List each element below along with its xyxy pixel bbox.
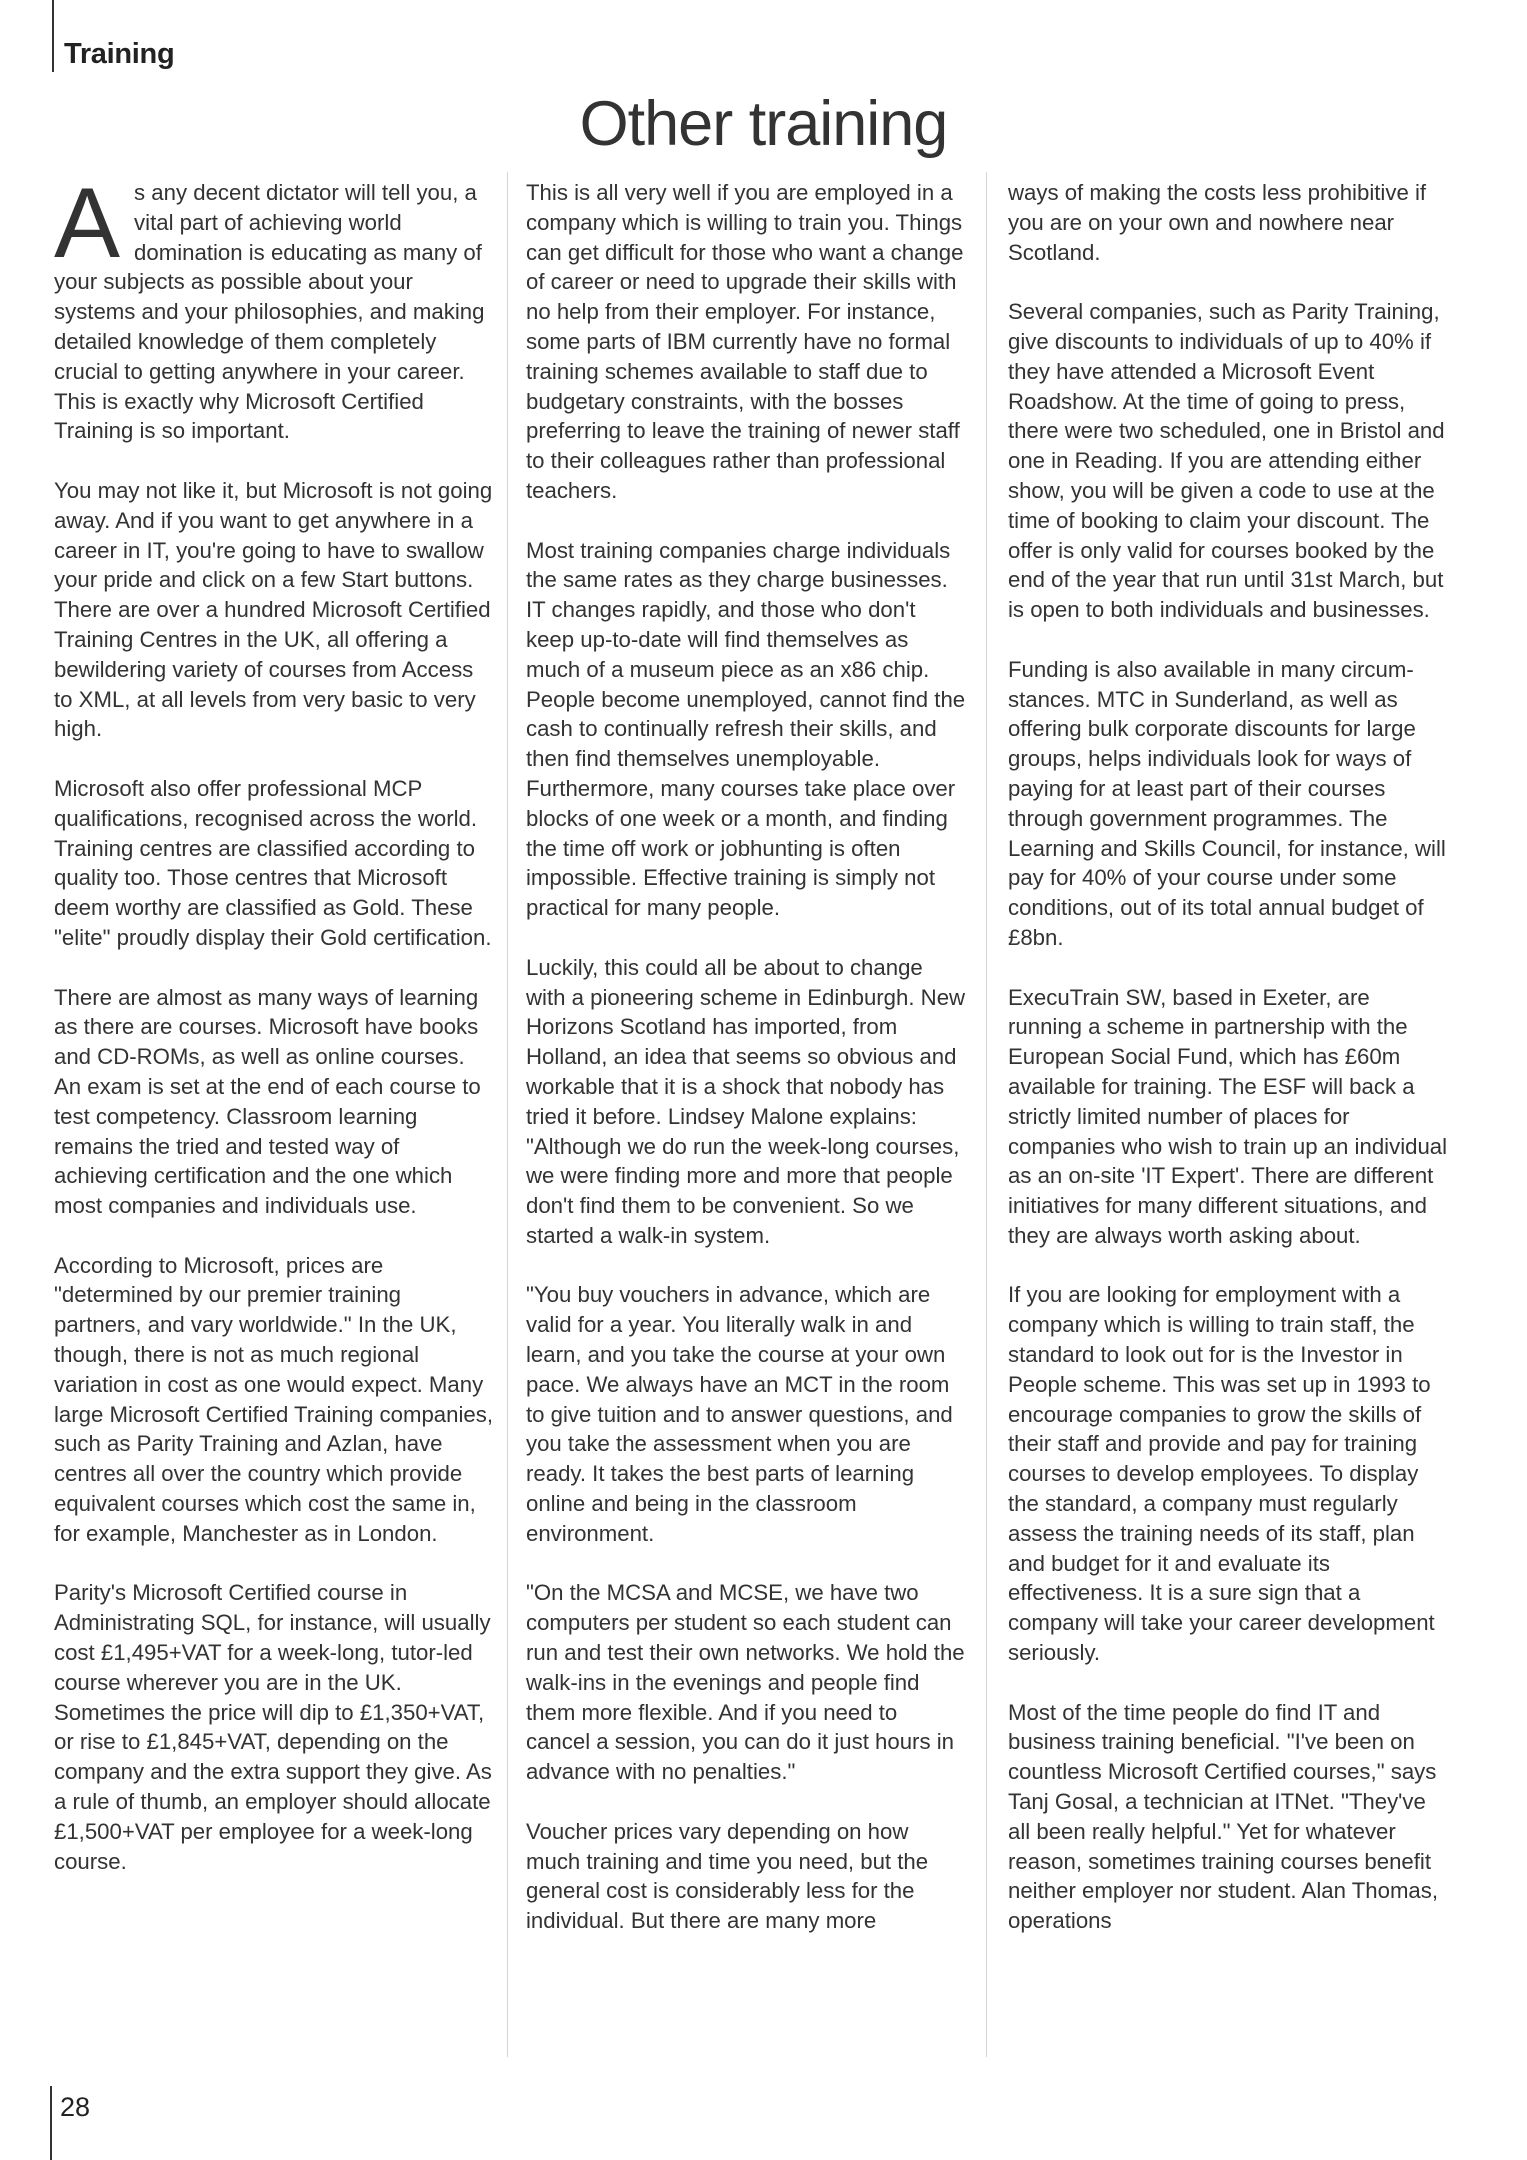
- paragraph: There are almost as many ways of learning as there are courses. Microsoft have books and CD-ROMs, as well as online courses. An exam is set at the end of each course to test competency. Classroom learning remains the tried and tested way of achieving certification and the one which most companies and individuals use.: [54, 984, 481, 1219]
- paragraph: Several companies, such as Parity Training, give discounts to individuals of up to 40% if they have attended a Microsoft Event Roadshow. At the time of going to press, there were two scheduled, one in Bristol and one in Reading. If you are attending either show, you will be given a code to use at the time of booking to claim your discount. The offer is only valid for courses booked by the end of the year that run until 31st March, but is open to both individuals and businesses.: [1008, 299, 1445, 623]
- paragraph: ways of making the costs less prohibitive if you are on your own and nowhere near Scotland.: [1008, 180, 1427, 265]
- article-title: Other training: [579, 89, 948, 159]
- paragraph: Luckily, this could all be about to change with a pioneering scheme in Edinburgh. New Horizons Scotland has imported, from Holland, an idea that seems so obvious and workable that it is a shock that nobody has tried it before. Lindsey Malone explains: "Although we do run the week-long courses, we were finding more and more that people don't find them to be convenient. So we started a walk-in system.: [526, 954, 966, 1248]
- article-column-1: [54, 167, 494, 1906]
- paragraph: "You buy vouchers in advance, which are valid for a year. You literally walk in and learn, and you take the course at your own pace. We always have an MCT in the room to give tuition and to answer questions, and you take the assessment when you are ready. It takes the best parts of learning online and being in the classroom environment.: [526, 1282, 953, 1546]
- drop-cap: A: [54, 167, 121, 278]
- paragraph: ExecuTrain SW, based in Exeter, are running a scheme in partnership with the European Social Fund, which has £60m available for training. The ESF will back a strictly limited number of places for companies who wish to train up an individual as an on-site 'IT Expert'. There are different initiatives for many different situations, and they are always worth asking about.: [1008, 984, 1448, 1248]
- article-column-3: [1008, 178, 1448, 1966]
- section-label: Training: [64, 38, 175, 70]
- column-divider: [986, 172, 987, 2057]
- section-rule: [52, 0, 54, 72]
- page-number: 28: [60, 2092, 91, 2122]
- article-column-2: [526, 178, 966, 1966]
- column-divider: [507, 172, 508, 2057]
- paragraph: If you are looking for employment with a company which is willing to train staff, the standard to look out for is the Investor in People scheme. This was set up in 1993 to encourage companies to grow the skills of their staff and provide and pay for training courses to develop employees. To display the standard, a company must regularly assess the training needs of its staff, plan and budget for it and evaluate its effectiveness. It is a sure sign that a company will take your career development seriously.: [1008, 1282, 1435, 1666]
- paragraph: Voucher prices vary depending on how much training and time you need, but the general cost is considerably less for the individual. But there are many more: [526, 1818, 929, 1934]
- paragraph: As any decent dictator will tell you, a vital part of achieving world domination is educating as many of your subjects as possible about your systems and your philosophies, and making detailed knowledge of them completely crucial to getting anywhere in your career. This is exactly why Microsoft Certified Training is so important.: [54, 167, 485, 444]
- paragraph: Funding is also available in many circum-stances. MTC in Sunderland, as well as offering bulk corporate discounts for large groups, helps individuals look for ways of paying for at least part of their courses through government programmes. The Learning and Skills Council, for instance, will pay for 40% of your course under some conditions, out of its total annual budget of £8bn.: [1008, 656, 1446, 950]
- paragraph: Most training companies charge individuals the same rates as they charge businesses. IT changes rapidly, and those who don't keep up-to-date will find themselves as much of a museum piece as an x86 chip. People become unemployed, cannot find the cash to continually refresh their skills, and then find themselves unemployable. Furthermore, many courses take place over blocks of one week or a month, and finding the time off work or jobhunting is often impossible. Effective training is simply not practical for many people.: [526, 537, 966, 921]
- paragraph: Parity's Microsoft Certified course in Administrating SQL, for instance, will usually cost £1,495+VAT for a week-long, tutor-led course wherever you are in the UK. Sometimes the price will dip to £1,350+VAT, or rise to £1,845+VAT, depending on the company and the extra support they give. As a rule of thumb, an employer should allocate £1,500+VAT per employee for a week-long course.: [54, 1580, 492, 1874]
- paragraph: You may not like it, but Microsoft is not going away. And if you want to get anywhere in a career in IT, you're going to have to swallow your pride and click on a few Start buttons. There are over a hundred Microsoft Certified Training Centres in the UK, all offering a bewildering variety of courses from Access to XML, at all levels from very basic to very high.: [54, 477, 493, 742]
- paragraph: Most of the time people do find IT and business training beneficial. "I've been on countless Microsoft Certified courses," says Tanj Gosal, a technician at ITNet. "They've all been really helpful." Yet for whatever reason, sometimes training courses benefit neither employer nor student. Alan Thomas, operations: [1008, 1699, 1439, 1934]
- paragraph: "On the MCSA and MCSE, we have two computers per student so each student can run and test their own networks. We hold the walk-ins in the evenings and people find them more flexible. And if you need to cancel a session, you can do it just hours in advance with no penalties.": [526, 1580, 965, 1785]
- paragraph: According to Microsoft, prices are "determined by our premier training partners, and vary worldwide." In the UK, though, there is not as much regional variation in cost as one would expect. Many large Microsoft Certified Training companies, such as Parity Training and Azlan, have centres all over the country which provide equivalent courses which cost the same in, for example, Manchester as in London.: [54, 1252, 494, 1546]
- paragraph: This is all very well if you are employed in a company which is willing to train you. Things can get difficult for those who want a change of career or need to upgrade their skills with no help from their employer. For instance, some parts of IBM currently have no formal training schemes available to staff due to budgetary constraints, with the bosses preferring to leave the training of newer staff to their colleagues rather than professional teachers.: [526, 180, 964, 503]
- folio-rule: [50, 2086, 52, 2160]
- paragraph: Microsoft also offer professional MCP qualifications, recognised across the world. Training centres are classified according to quality too. Those centres that Microsoft deem worthy are classified as Gold. These "elite" proudly display their Gold certification.: [54, 775, 492, 950]
